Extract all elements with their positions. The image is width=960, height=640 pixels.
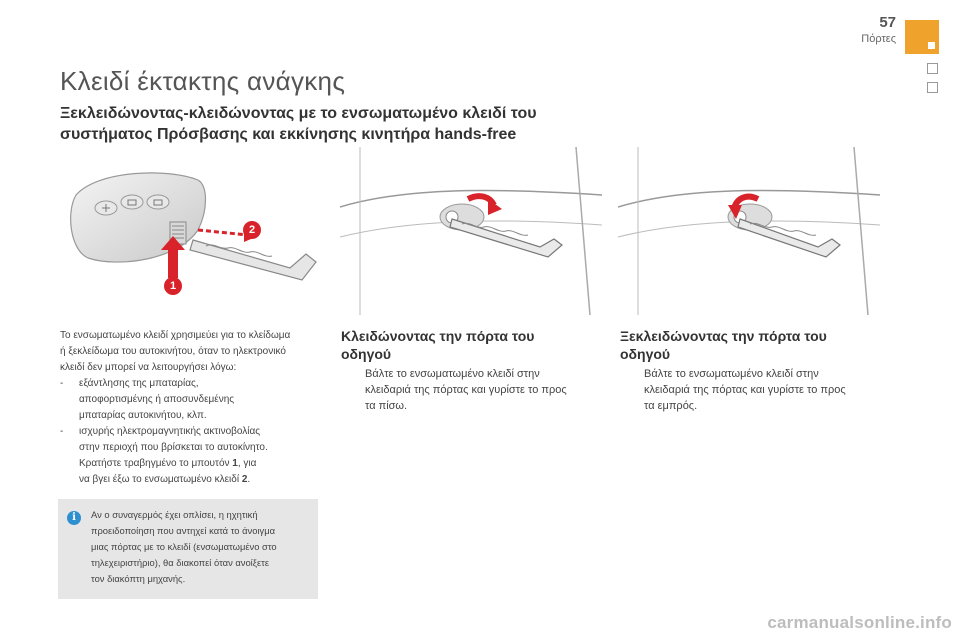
lock-line-1: Βάλτε το ενσωματωμένο κλειδί στην [365, 368, 540, 380]
lock-instruction-line-2 [341, 382, 603, 398]
page-title: Κλειδί έκτακτης ανάγκης [60, 66, 346, 96]
note-line-2: προειδοποίηση που αντηχεί κατά το άνοιγμα [91, 525, 276, 536]
chapter-tab-dot [928, 42, 935, 49]
note-line-5: τον διακόπτη μηχανής. [91, 573, 186, 584]
door-lock-drawing [340, 147, 602, 315]
step-num-2: 2 [241, 474, 248, 485]
cause-item-1-line-3: μπαταρίας αυτοκινήτου, κλπ. [79, 410, 207, 421]
info-icon: i [67, 511, 81, 525]
unlock-title [620, 327, 882, 363]
note-line-4: τηλεχειριστήριο), θα διακοπεί όταν ανοίξετε [91, 557, 270, 568]
step-line-2-pre: να βγει έξω το ενσωματωμένο κλειδί [79, 474, 242, 485]
unlock-instruction [620, 366, 882, 426]
page-number: 57 [879, 14, 896, 31]
section-label: Πόρτες [861, 33, 896, 45]
subtitle-line-1: Ξεκλειδώνοντας-κλειδώνοντας με το ενσωματωμένο κλειδί του [60, 105, 537, 122]
lock-line-3: τα πίσω. [365, 400, 408, 412]
key-fob [71, 173, 206, 262]
step-num-1: 1 [232, 458, 238, 469]
note-text [91, 507, 313, 587]
unlock-title-line-1: Ξεκλειδώνοντας την πόρτα του [620, 328, 827, 344]
subtitle [60, 103, 660, 145]
intro-line-1: Το ενσωματωμένο κλειδί χρησιμεύει για το κλείδωμα [60, 330, 291, 341]
subtitle-line-2: συστήματος Πρόσβασης και εκκίνησης κινητήρα hands-free [60, 126, 517, 143]
unlock-line-3: τα εμπρός. [644, 400, 698, 412]
step-line-2-post: . [247, 474, 251, 485]
intro-text [60, 328, 325, 488]
step-line-1-pre: Κρατήστε τραβηγμένο το μπουτόν [79, 458, 233, 469]
nav-box-2 [927, 82, 938, 93]
lock-title-line-1: Κλειδώνοντας την πόρτα του [341, 328, 535, 344]
dash-1: - [60, 378, 64, 389]
unlock-line-1: Βάλτε το ενσωματωμένο κλειδί στην [644, 368, 819, 380]
dash-2: - [60, 426, 64, 437]
smart-key-illustration [58, 150, 328, 310]
cause-item-1 [60, 376, 325, 392]
alarm-note [58, 499, 318, 599]
intro-line-3: κλειδί δεν μπορεί να λειτουργήσει λόγω: [60, 362, 237, 373]
lock-title-line-2: οδηγού [341, 346, 392, 362]
chapter-tab [905, 20, 939, 54]
lock-instruction [341, 366, 603, 426]
cause-item-2 [60, 424, 325, 440]
note-line-1: Αν ο συναγερμός έχει οπλίσει, η ηχητική [91, 509, 258, 520]
door-unlock-illustration [618, 147, 880, 315]
cause-item-2-line-1: ισχυρής ηλεκτρομαγνητικής ακτινοβολίας [79, 426, 261, 437]
unlock-instruction-line-1 [620, 366, 882, 382]
note-line-3: μιας πόρτας με το κλειδί (ενσωματωμένο στο [91, 541, 277, 552]
unlock-line-2: κλειδαριά της πόρτας και γυρίστε το προς [644, 384, 846, 396]
unlock-instruction-line-2 [620, 382, 882, 398]
lock-instruction-line-1 [341, 366, 603, 382]
step-line-2 [60, 472, 325, 488]
step-item [60, 456, 325, 472]
lock-title [341, 327, 603, 363]
lock-instruction-line-3 [341, 398, 603, 414]
door-lock-illustration [340, 147, 602, 315]
nav-box-1 [927, 63, 938, 74]
unlock-title-line-2: οδηγού [620, 346, 671, 362]
lock-line-2: κλειδαριά της πόρτας και γυρίστε το προς [365, 384, 567, 396]
door-unlock-drawing [618, 147, 880, 315]
callout-2: 2 [243, 221, 261, 239]
step-line-1-post: , για [237, 458, 257, 469]
callout-1: 1 [164, 277, 182, 295]
smart-key-drawing [58, 150, 328, 310]
intro-line-2: ή ξεκλείδωμα του αυτοκινήτου, όταν το ηλεκτρονικό [60, 346, 286, 357]
emergency-key-blade [190, 240, 316, 280]
cause-item-1-line-1: εξάντλησης της μπαταρίας, [79, 378, 199, 389]
unlock-instruction-line-3 [620, 398, 882, 414]
cause-item-1-line-2: αποφορτισμένης ή αποσυνδεμένης [79, 394, 235, 405]
cause-item-2-line-2: στην περιοχή που βρίσκεται το αυτοκίνητο. [79, 442, 268, 453]
watermark: carmanualsonline.info [767, 613, 952, 632]
